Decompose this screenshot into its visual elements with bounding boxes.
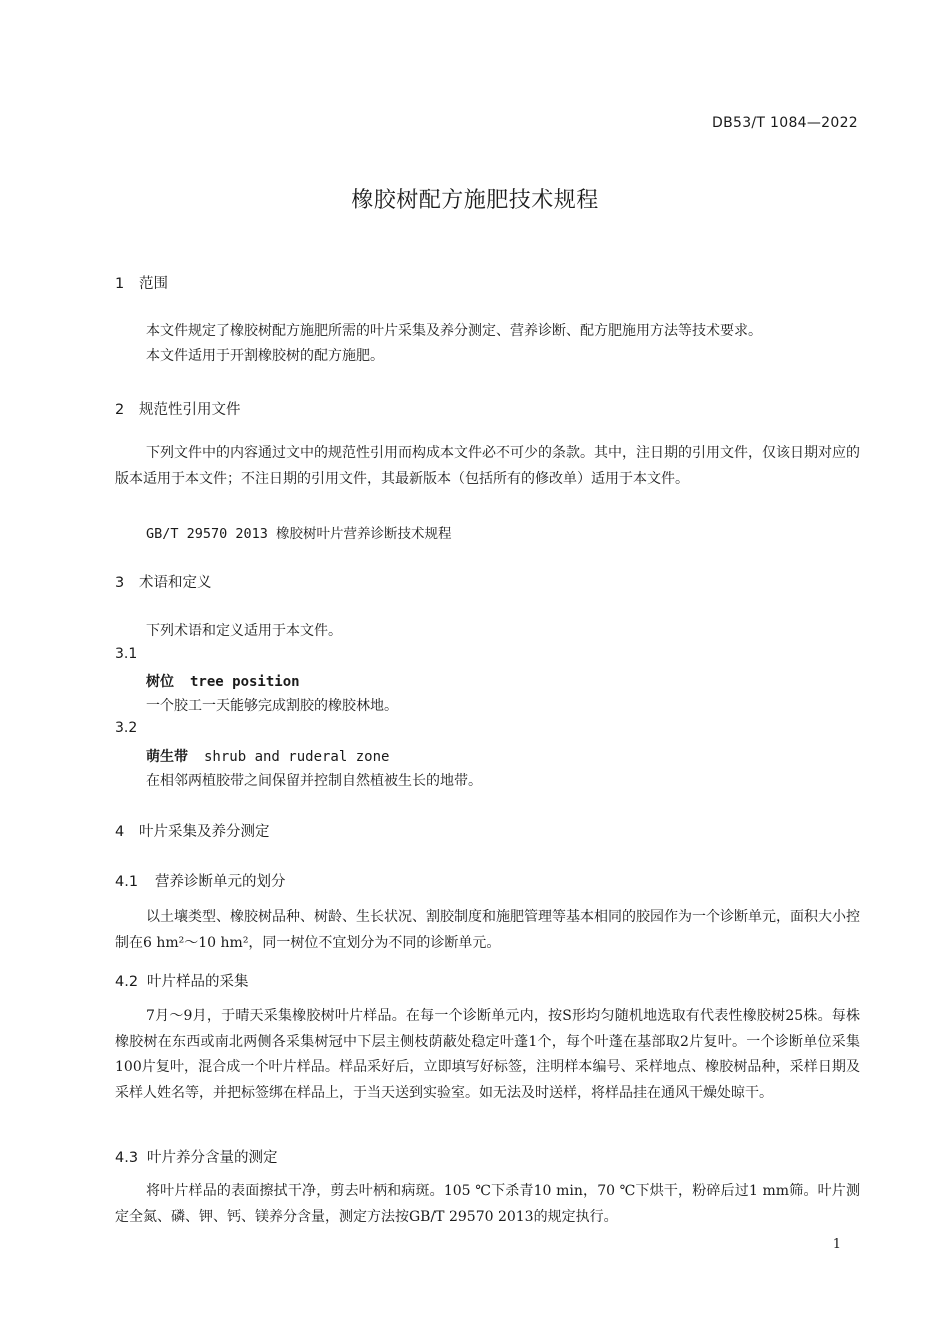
term-2-english: shrub and ruderal zone [204, 749, 390, 765]
section-2-heading [115, 398, 241, 419]
section-1-paragraph-2: 本文件适用于开割橡胶树的配方施肥。 [146, 348, 384, 364]
section-4-1-heading [115, 870, 286, 891]
term-1-definition: 一个胶工一天能够完成割胶的橡胶林地。 [146, 698, 398, 714]
section-2-paragraph: 下列文件中的内容通过文中的规范性引用而构成本文件必不可少的条款。其中，注日期的引用文件，仅该日期对应的版本适用于本文件；不注日期的引用文件，其最新版本（包括所有的修改单）适用于本文件。 [115, 445, 860, 487]
subsection-title: 营养诊断单元的划分 [155, 874, 286, 890]
term-2-number: 3.2 [115, 720, 138, 736]
section-1-paragraph-1: 本文件规定了橡胶树配方施肥所需的叶片采集及养分测定、营养诊断、配方肥施用方法等技术要求。 [146, 323, 762, 339]
subsection-number: 4.2 [115, 974, 139, 990]
section-1-heading [115, 272, 168, 293]
term-1-english: tree position [190, 674, 300, 690]
section-3-heading [115, 571, 212, 592]
subsection-title: 叶片样品的采集 [147, 974, 249, 990]
page-number: 1 [832, 1237, 841, 1252]
section-number: 3 [115, 575, 125, 591]
subsection-number: 4.3 [115, 1150, 139, 1166]
section-4-2-heading [115, 970, 249, 991]
section-3-intro: 下列术语和定义适用于本文件。 [146, 623, 342, 639]
section-title: 叶片采集及养分测定 [139, 824, 270, 840]
section-title: 范围 [139, 276, 168, 292]
subsection-number: 4.1 [115, 874, 139, 890]
normative-reference: GB/T 29570 2013 橡胶树叶片营养诊断技术规程 [146, 526, 452, 542]
section-4-3-paragraph: 将叶片样品的表面擦拭干净，剪去叶柄和病斑。105 ℃下杀青10 min，70 ℃下烘干，粉碎后过1 mm筛。叶片测定全氮、磷、钾、钙、镁养分含量，测定方法按GB/T 29570 2013的规定执行。 [115, 1183, 860, 1225]
section-4-2-paragraph: 7月～9月，于晴天采集橡胶树叶片样品。在每一个诊断单元内，按S形均匀随机地选取有代表性橡胶树25株。每株橡胶树在东西或南北两侧各采集树冠中下层主侧枝荫蔽处稳定叶蓬1个，每个叶蓬在基部取2片复叶。一个诊断单位采集100片复叶，混合成一个叶片样品。样品采好后，立即填写好标签，注明样本编号、采样地点、橡胶树品种，采样日期及采样人姓名等，并把标签绑在样品上，于当天送到实验室。如无法及时送样，将样品挂在通风干燥处晾干。 [115, 1008, 860, 1101]
subsection-title: 叶片养分含量的测定 [147, 1150, 278, 1166]
term-1-chinese: 树位 [146, 674, 174, 690]
term-2-definition: 在相邻两植胶带之间保留并控制自然植被生长的地带。 [146, 773, 482, 789]
term-1 [146, 671, 300, 691]
section-4-heading [115, 820, 270, 841]
section-number: 4 [115, 824, 125, 840]
section-4-1-paragraph: 以土壤类型、橡胶树品种、树龄、生长状况、割胶制度和施肥管理等基本相同的胶园作为一个诊断单元，面积大小控制在6 hm²～10 hm²，同一树位不宜划分为不同的诊断单元。 [115, 909, 860, 951]
section-4-3-heading [115, 1146, 278, 1167]
section-number: 2 [115, 402, 125, 418]
section-number: 1 [115, 276, 125, 292]
document-title: 橡胶树配方施肥技术规程 [351, 188, 599, 213]
section-title: 规范性引用文件 [139, 402, 241, 418]
term-1-number: 3.1 [115, 646, 138, 662]
term-2-chinese: 萌生带 [146, 749, 188, 765]
term-2 [146, 746, 389, 766]
section-title: 术语和定义 [139, 575, 212, 591]
document-code: DB53/T 1084—2022 [712, 115, 858, 131]
